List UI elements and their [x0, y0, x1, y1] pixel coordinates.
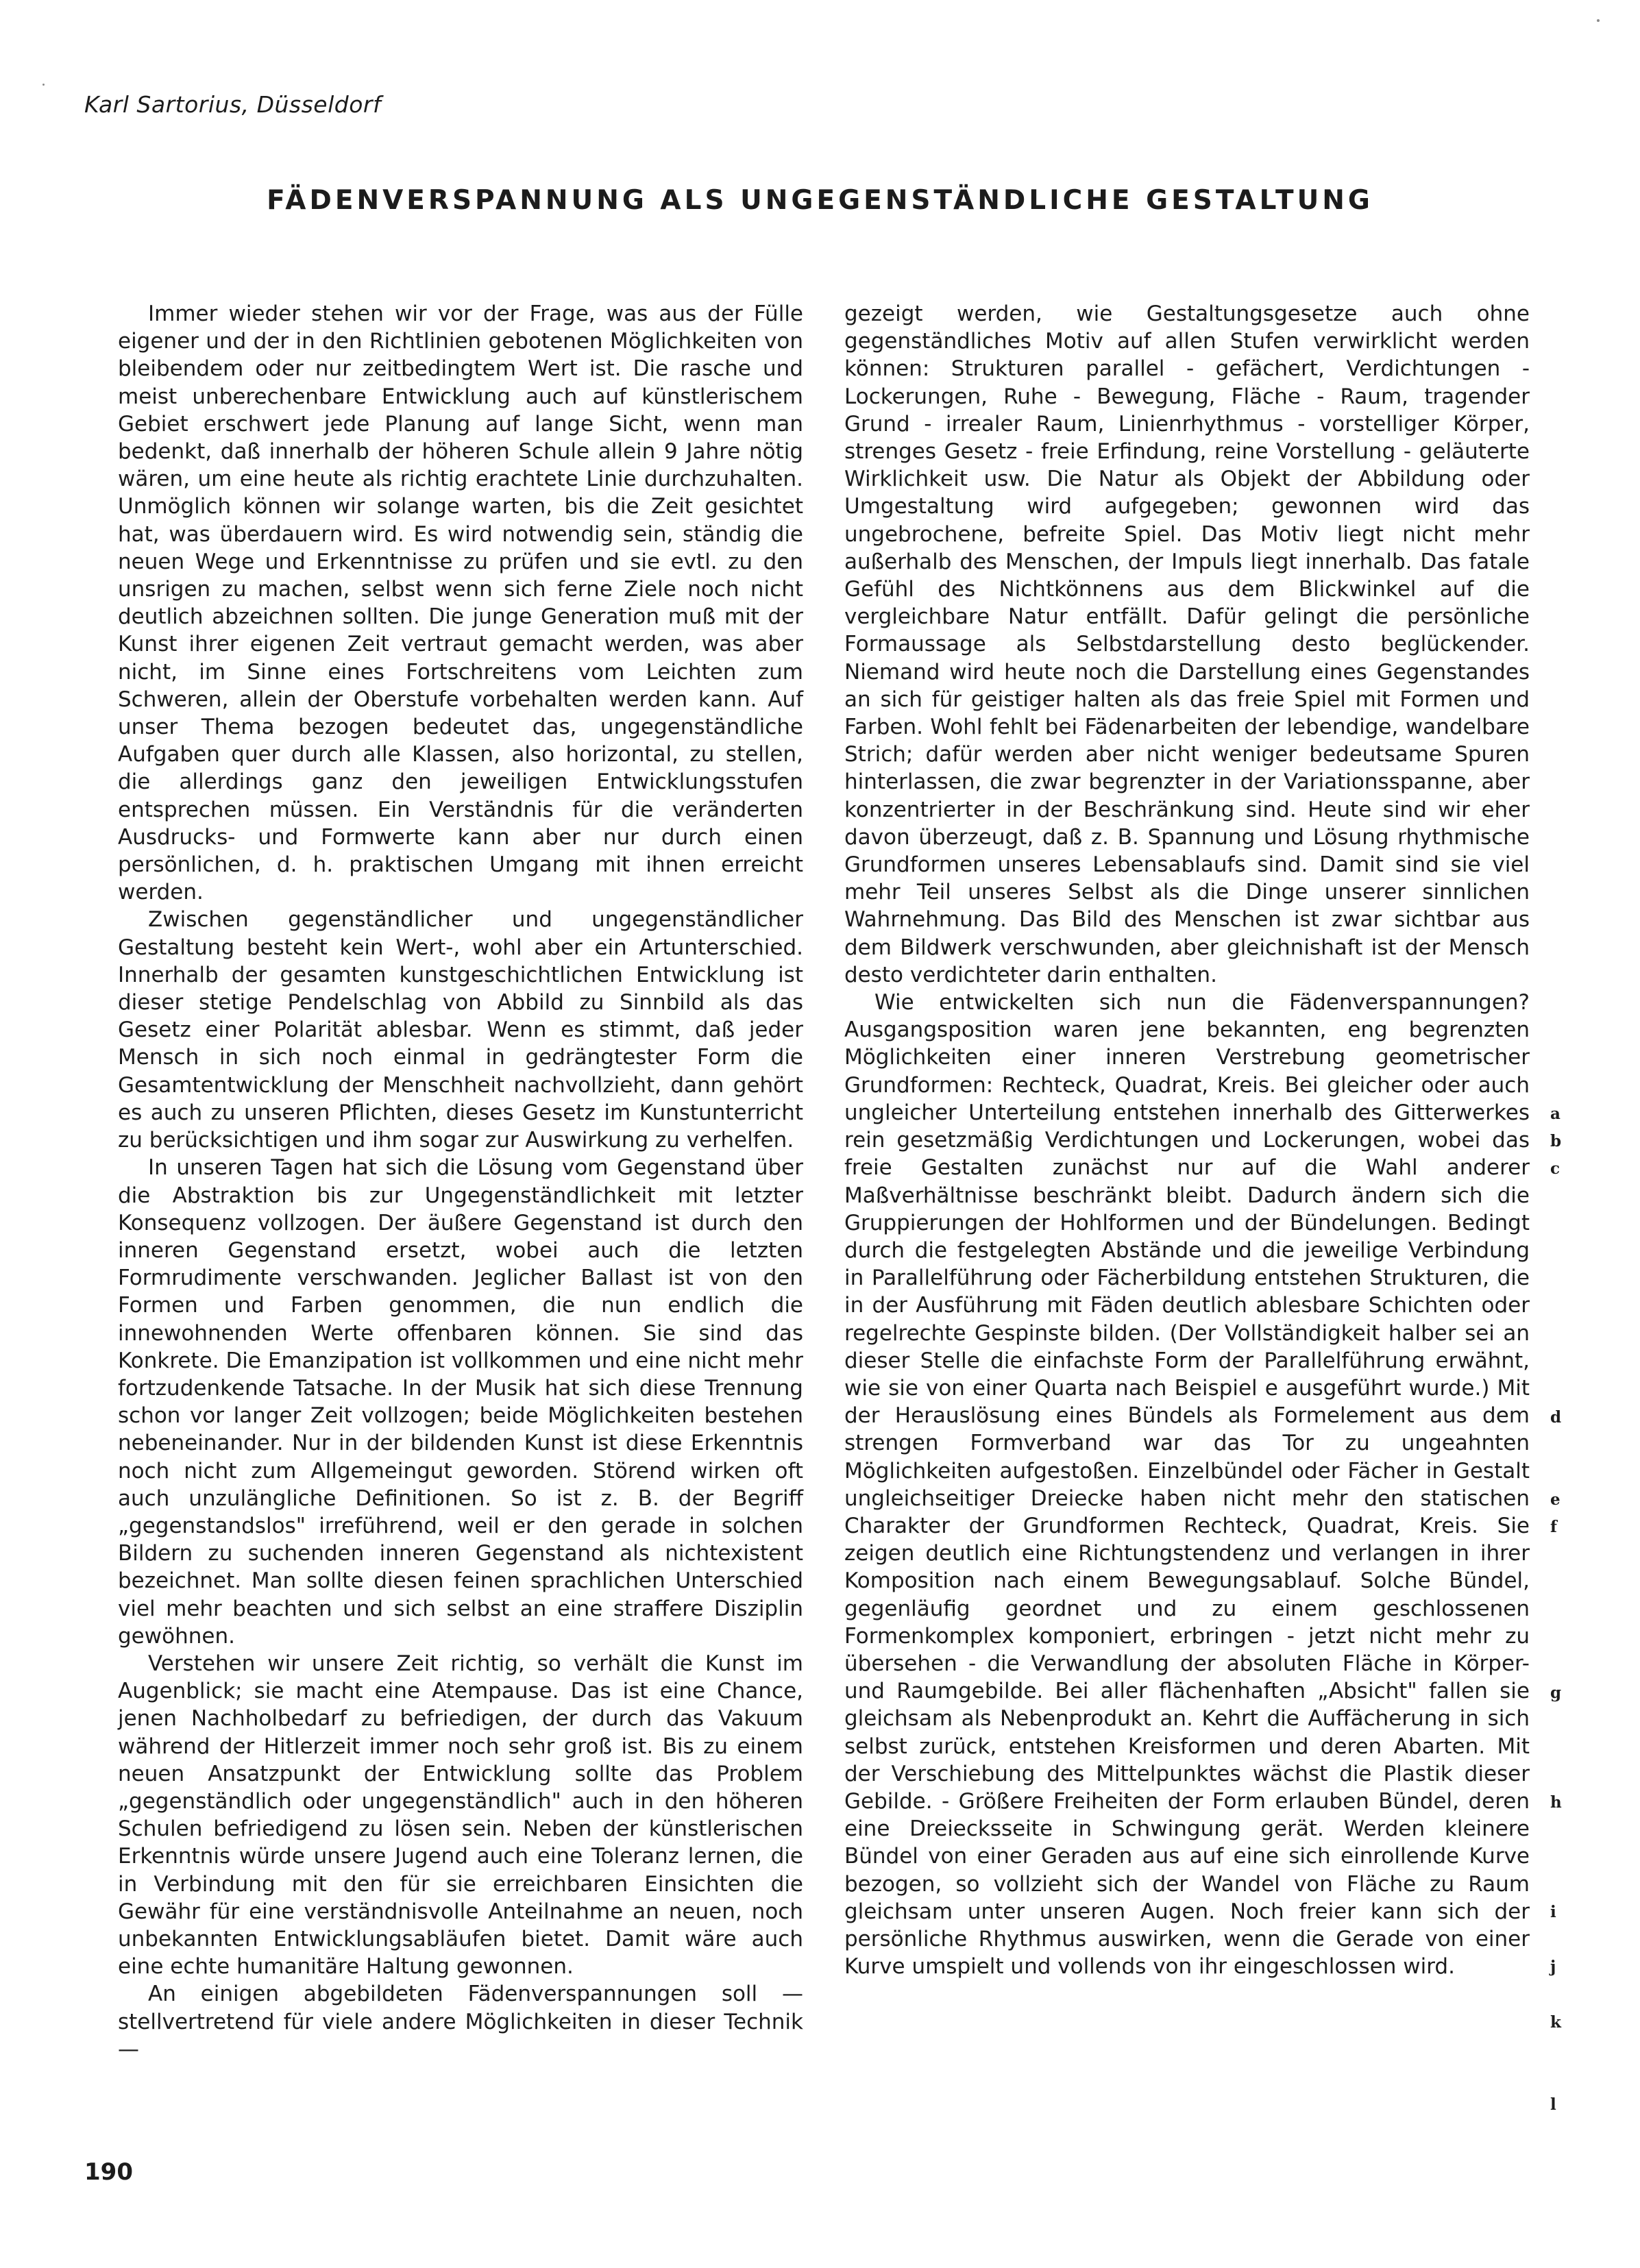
figure-marker: a	[1550, 1105, 1561, 1123]
figure-marker: f	[1550, 1518, 1557, 1536]
figure-marker: l	[1550, 2095, 1556, 2114]
paragraph: Verstehen wir unsere Zeit richtig, so verhält die Kunst im Augenblick; sie macht eine Atempause. Das ist eine Chance, jenen Nachholbedarf zu befriedigen, der durch das Vakuum während der Hitlerzeit immer noch sehr groß ist. Bis zu einem neuen Ansatzpunkt der Entwicklung sollte das Problem „gegenständlich oder ungegenständlich" auch in den höheren Schulen befriedigend zu lösen sein. Neben der künstlerischen Erkenntnis würde unsere Jugend auch eine Toleranz lernen, die in Verbindung mit den für sie erreichbaren Einsichten die Gewähr für eine verständnisvolle Anteilnahme an neuen, noch unbekannten Entwicklungsabläufen bietet. Damit wäre auch eine echte humanitäre Haltung gewonnen.	[118, 1651, 803, 1980]
article-title: FÄDENVERSPANNUNG ALS UNGEGENSTÄNDLICHE GESTALTUNG	[267, 185, 1373, 216]
figure-marker: g	[1550, 1684, 1562, 1702]
figure-marker: d	[1550, 1408, 1562, 1427]
paragraph: Immer wieder stehen wir vor der Frage, was aus der Fülle eigener und der in den Richtlinien gebotenen Möglichkeiten von bleibendem oder nur zeitbedingtem Wert ist. Die rasche und meist unberechenbare Entwicklung auch auf künstlerischem Gebiet erschwert jede Planung auf lange Sicht, wenn man bedenkt, daß innerhalb der höheren Schule allein 9 Jahre nötig wären, um eine heute als richtig erachtete Linie durchzuhalten. Unmöglich können wir solange warten, bis die Zeit gesichtet hat, was überdauern wird. Es wird notwendig sein, ständig die neuen Wege und Erkenntnisse zu prüfen und sie evtl. zu den unsrigen zu machen, selbst wenn sich ferne Ziele noch nicht deutlich abzeichnen sollten. Die junge Generation muß mit der Kunst ihrer eigenen Zeit vertraut gemacht werden, was aber nicht, im Sinne eines Fortschreitens vom Leichten zum Schweren, allein der Oberstufe vorbehalten werden kann. Auf unser Thema bezogen bedeutet das, ungegenständliche Aufgaben quer durch alle Klassen, also horizontal, zu stellen, die allerdings ganz den jeweiligen Entwicklungsstufen entsprechen müssen. Ein Verständnis für die veränderten Ausdrucks- und Formwerte kann aber nur durch einen persönlichen, d. h. praktischen Umgang mit ihnen erreicht werden.	[118, 301, 803, 905]
paragraph: An einigen abgebildeten Fädenverspannungen soll — stellvertretend für viele andere Möglichkeiten in dieser Technik —	[118, 1982, 803, 2062]
left-column	[118, 300, 803, 2063]
page-number: 190	[84, 2158, 133, 2186]
figure-marker: c	[1550, 1159, 1561, 1178]
right-column	[844, 300, 1530, 1980]
figure-marker: k	[1550, 2013, 1561, 2032]
scan-speck	[1597, 19, 1600, 22]
figure-marker: i	[1550, 1903, 1556, 1921]
figure-marker: h	[1550, 1793, 1562, 1812]
figure-marker: b	[1550, 1132, 1562, 1150]
author-byline: Karl Sartorius, Düsseldorf	[84, 91, 382, 118]
paragraph: gezeigt werden, wie Gestaltungsgesetze auch ohne gegenständliches Motiv auf allen Stufen verwirklicht werden können: Strukturen parallel - gefächert, Verdichtungen - Lockerungen, Ruhe - Bewegung, Fläche - Raum, tragender Grund - irrealer Raum, Linienrhythmus - vorstelliger Körper, strenges Gesetz - freie Erfindung, reine Vorstellung - geläuterte Wirklichkeit usw. Die Natur als Objekt der Abbildung oder Umgestaltung wird aufgegeben; gewonnen wird das ungebrochene, befreite Spiel. Das Motiv liegt nicht mehr außerhalb des Menschen, der Impuls liegt innerhalb. Das fatale Gefühl des Nichtkönnens aus dem Blickwinkel auf die vergleichbare Natur entfällt. Dafür gelingt die persönliche Formaussage als Selbstdarstellung desto beglückender. Niemand wird heute noch die Darstellung eines Gegenstandes an sich für geistiger halten als das freie Spiel mit Formen und Farben. Wohl fehlt bei Fädenarbeiten der lebendige, wandelbare Strich; dafür werden aber nicht weniger bedeutsame Spuren hinterlassen, die zwar begrenzter in der Variationsspanne, aber konzentrierter in der Beschränkung sind. Heute sind wir eher davon überzeugt, daß z. B. Spannung und Lösung rhythmische Grundformen unseres Lebensablaufs sind. Damit sind sie viel mehr Teil unseres Selbst als die Dinge unserer sinnlichen Wahrnehmung. Das Bild des Menschen ist zwar sichtbar aus dem Bildwerk verschwunden, aber gleichnishaft ist der Mensch desto verdichteter darin enthalten.	[844, 301, 1530, 987]
scan-speck	[42, 84, 45, 86]
paragraph: Zwischen gegenständlicher und ungegenständlicher Gestaltung besteht kein Wert-, wohl aber ein Artunterschied. Innerhalb der gesamten kunstgeschichtlichen Entwicklung ist dieser stetige Pendelschlag von Abbild zu Sinnbild als das Gesetz einer Polarität ablesbar. Wenn es stimmt, daß jeder Mensch in sich noch einmal in gedrängtester Form die Gesamtentwicklung der Menschheit nachvollzieht, dann gehört es auch zu unseren Pflichten, dieses Gesetz im Kunstunterricht zu berücksichtigen und ihm sogar zur Auswirkung zu verhelfen.	[118, 907, 803, 1153]
figure-marker: e	[1550, 1490, 1561, 1509]
paragraph: In unseren Tagen hat sich die Lösung vom Gegenstand über die Abstraktion bis zur Ungegenständlichkeit mit letzter Konsequenz vollzogen. Der äußere Gegenstand ist durch den inneren Gegenstand ersetzt, wobei auch die letzten Formrudimente verschwanden. Jeglicher Ballast ist von den Formen und Farben genommen, die nun endlich die innewohnenden Werte offenbaren können. Sie sind das Konkrete. Die Emanzipation ist vollkommen und eine nicht mehr fortzudenkende Tatsache. In der Musik hat sich diese Trennung schon vor langer Zeit vollzogen; beide Möglichkeiten bestehen nebeneinander. Nur in der bildenden Kunst ist diese Erkenntnis noch nicht zum Allgemeingut geworden. Störend wirken oft auch unzulängliche Definitionen. So ist z. B. der Begriff „gegenstandslos" irreführend, weil er den gerade in solchen Bildern zu suchenden inneren Gegenstand als nichtexistent bezeichnet. Man sollte diesen feinen sprachlichen Unterschied viel mehr beachten und sich selbst an eine straffere Disziplin gewöhnen.	[118, 1155, 803, 1649]
paragraph: Wie entwickelten sich nun die Fädenverspannungen? Ausgangsposition waren jene bekannten, eng begrenzten Möglichkeiten einer inneren Verstrebung geometrischer Grundformen: Rechteck, Quadrat, Kreis. Bei gleicher oder auch ungleicher Unterteilung entstehen innerhalb des Gitterwerkes rein gesetzmäßig Verdichtungen und Lockerungen, wobei das freie Gestalten zunächst nur auf die Wahl anderer Maßverhältnisse beschränkt bleibt. Dadurch ändern sich die Gruppierungen der Hohlformen und der Bündelungen. Bedingt durch die festgelegten Abstände und die jeweilige Verbindung in Parallelführung oder Fächerbildung entstehen Strukturen, die in der Ausführung mit Fäden deutlich ablesbare Schichten oder regelrechte Gespinste bilden. (Der Vollständigkeit halber sei an dieser Stelle die einfachste Form der Parallelführung erwähnt, wie sie von einer Quarta nach Beispiel e ausgeführt wurde.) Mit der Herauslösung eines Bündels als Formelement aus dem strengen Formverband war das Tor zu ungeahnten Möglichkeiten aufgestoßen. Einzelbündel oder Fächer in Gestalt ungleichseitiger Dreiecke haben nicht mehr den statischen Charakter der Grundformen Rechteck, Quadrat, Kreis. Sie zeigen deutlich eine Richtungstendenz und verlangen in ihrer Komposition nach einem Bewegungsablauf. Solche Bündel, gegenläufig geordnet und zu einem geschlossenen Formenkomplex komponiert, erbringen - jetzt nicht mehr zu übersehen - die Verwandlung der absoluten Fläche in Körper- und Raumgebilde. Bei aller flächenhaften „Absicht" fallen sie gleichsam als Nebenprodukt an. Kehrt die Auffächerung in sich selbst zurück, entstehen Kreisformen und deren Abarten. Mit der Verschiebung des Mittelpunktes wächst die Plastik dieser Gebilde. - Größere Freiheiten der Form erlauben Bündel, deren eine Dreiecksseite in Schwingung gerät. Werden kleinere Bündel von einer Geraden aus auf eine sich einrollende Kurve bezogen, so vollzieht sich der Wandel von Fläche zu Raum gleichsam unter unseren Augen. Noch freier kann sich der persönliche Rhythmus auswirken, wenn die Gerade von einer Kurve umspielt und vollends von ihr eingeschlossen wird.	[844, 990, 1530, 1980]
figure-marker: j	[1550, 1958, 1556, 1976]
